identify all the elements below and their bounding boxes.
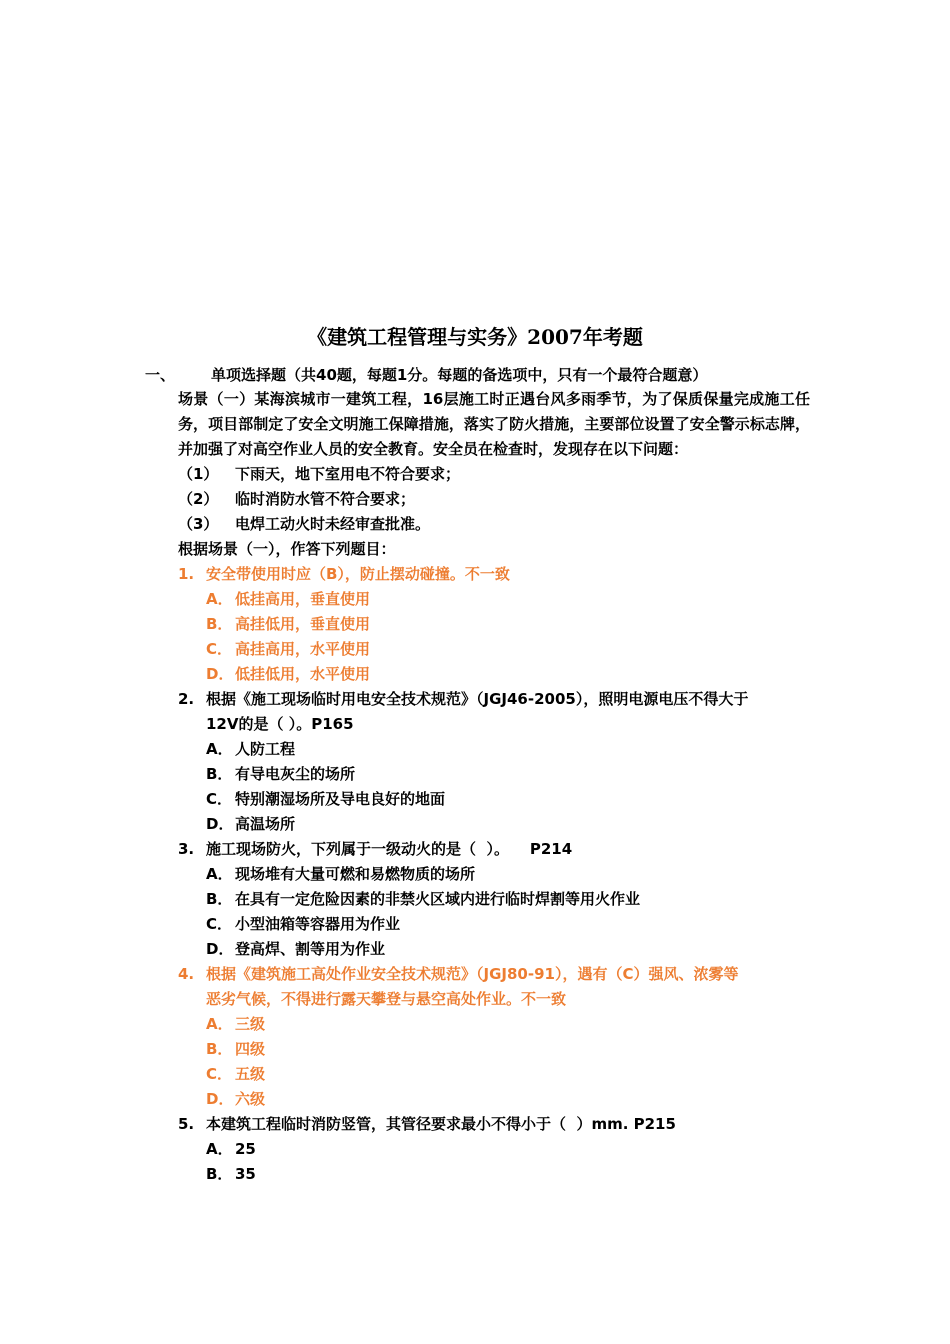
option-text: 低挂高用，垂直使用 bbox=[235, 590, 371, 608]
option-label: C． bbox=[206, 790, 233, 808]
option-label: B． bbox=[206, 890, 233, 908]
option-text: 在具有一定危险因素的非禁火区域内进行临时焊割等用火作业 bbox=[235, 890, 641, 908]
question-number: 5. bbox=[178, 1115, 195, 1133]
option-text: 登高焊、割等用为作业 bbox=[235, 940, 386, 958]
option-label: D． bbox=[206, 665, 234, 683]
option-text: 25 bbox=[235, 1140, 256, 1158]
option-label: A． bbox=[206, 865, 233, 883]
option-item bbox=[178, 662, 810, 687]
page-title: 《建筑工程管理与实务》2007年考题 bbox=[307, 325, 643, 349]
question-text-line: 根据《建筑施工高处作业安全技术规范》（JGJ80-91），遇有（C）强风、浓雾等 bbox=[206, 965, 739, 983]
document-body bbox=[178, 387, 810, 1187]
option-label: D． bbox=[206, 1090, 234, 1108]
question-number: 2. bbox=[178, 690, 195, 708]
option-text: 人防工程 bbox=[235, 740, 296, 758]
option-text: 低挂低用，水平使用 bbox=[235, 665, 371, 683]
question-text: 安全带使用时应（B），防止摆动碰撞。不一致 bbox=[206, 565, 510, 583]
option-item bbox=[178, 637, 810, 662]
option-item bbox=[178, 737, 810, 762]
option-item bbox=[178, 1137, 810, 1162]
option-text: 小型油箱等容器用为作业 bbox=[235, 915, 401, 933]
option-item bbox=[178, 1037, 810, 1062]
option-text: 35 bbox=[235, 1165, 256, 1183]
option-text: 高挂高用，水平使用 bbox=[235, 640, 371, 658]
question-3 bbox=[178, 837, 810, 862]
issue-text: 临时消防水管不符合要求； bbox=[235, 490, 416, 508]
question-number: 3. bbox=[178, 840, 195, 858]
option-label: B． bbox=[206, 615, 233, 633]
question-number: 1. bbox=[178, 565, 195, 583]
option-label: D． bbox=[206, 940, 234, 958]
issue-item bbox=[178, 487, 810, 512]
option-item bbox=[178, 887, 810, 912]
section-heading bbox=[145, 364, 707, 386]
question-number: 4. bbox=[178, 965, 195, 983]
issue-item bbox=[178, 462, 810, 487]
option-item bbox=[178, 762, 810, 787]
option-item bbox=[178, 937, 810, 962]
option-label: A． bbox=[206, 740, 233, 758]
option-label: C． bbox=[206, 915, 233, 933]
option-label: B． bbox=[206, 1165, 233, 1183]
issue-number: （2） bbox=[178, 490, 219, 508]
option-item bbox=[178, 587, 810, 612]
option-item bbox=[178, 812, 810, 837]
issue-text: 下雨天，地下室用电不符合要求； bbox=[235, 465, 461, 483]
option-text: 现场堆有大量可燃和易燃物质的场所 bbox=[235, 865, 476, 883]
option-text: 有导电灰尘的场所 bbox=[235, 765, 356, 783]
option-item bbox=[178, 787, 810, 812]
section-number: 一、 bbox=[145, 366, 176, 384]
option-item bbox=[178, 1062, 810, 1087]
question-4 bbox=[178, 962, 810, 1012]
issue-number: （1） bbox=[178, 465, 219, 483]
option-label: A． bbox=[206, 1140, 233, 1158]
question-text-line: 12V的是（ ）。P165 bbox=[206, 715, 354, 733]
option-item bbox=[178, 1087, 810, 1112]
option-item bbox=[178, 612, 810, 637]
option-item bbox=[178, 912, 810, 937]
option-text: 四级 bbox=[235, 1040, 266, 1058]
issue-item bbox=[178, 512, 810, 537]
question-2 bbox=[178, 687, 810, 737]
option-item bbox=[178, 1012, 810, 1037]
question-text: 施工现场防火，下列属于一级动火的是（ ）。 P214 bbox=[206, 840, 573, 858]
option-label: B． bbox=[206, 765, 233, 783]
question-text-block bbox=[206, 962, 810, 1012]
option-item bbox=[178, 862, 810, 887]
question-5 bbox=[178, 1112, 810, 1137]
option-text: 高挂低用，垂直使用 bbox=[235, 615, 371, 633]
instruction-line: 根据场景（一），作答下列题目： bbox=[178, 540, 396, 558]
option-text: 三级 bbox=[235, 1015, 266, 1033]
option-label: A． bbox=[206, 590, 233, 608]
option-item bbox=[178, 1162, 810, 1187]
option-text: 五级 bbox=[235, 1065, 266, 1083]
issue-text: 电焊工动火时未经审查批准。 bbox=[235, 515, 431, 533]
option-text: 六级 bbox=[235, 1090, 266, 1108]
question-text: 本建筑工程临时消防竖管，其管径要求最小不得小于（ ）mm. P215 bbox=[206, 1115, 676, 1133]
question-text-block bbox=[206, 687, 810, 737]
section-title: 单项选择题（共40题，每题1分。每题的备选项中，只有一个最符合题意） bbox=[211, 366, 708, 384]
question-1 bbox=[178, 562, 810, 587]
option-label: B． bbox=[206, 1040, 233, 1058]
option-label: C． bbox=[206, 640, 233, 658]
question-text-line: 恶劣气候，不得进行露天攀登与悬空高处作业。不一致 bbox=[206, 990, 567, 1008]
option-text: 高温场所 bbox=[235, 815, 296, 833]
scenario-paragraph: 场景（一）某海滨城市一建筑工程，16层施工时正遇台风多雨季节，为了保质保量完成施工任务，项目部制定了安全文明施工保障措施，落实了防火措施，主要部位设置了安全警示标志牌，并加强了对高空作业人员的安全教育。安全员在检查时，发现存在以下问题： bbox=[178, 390, 810, 458]
option-label: C． bbox=[206, 1065, 233, 1083]
option-label: A． bbox=[206, 1015, 233, 1033]
option-label: D． bbox=[206, 815, 234, 833]
issue-number: （3） bbox=[178, 515, 219, 533]
option-text: 特别潮湿场所及导电良好的地面 bbox=[235, 790, 446, 808]
question-text-line: 根据《施工现场临时用电安全技术规范》（JGJ46-2005），照明电源电压不得大于 bbox=[206, 690, 749, 708]
